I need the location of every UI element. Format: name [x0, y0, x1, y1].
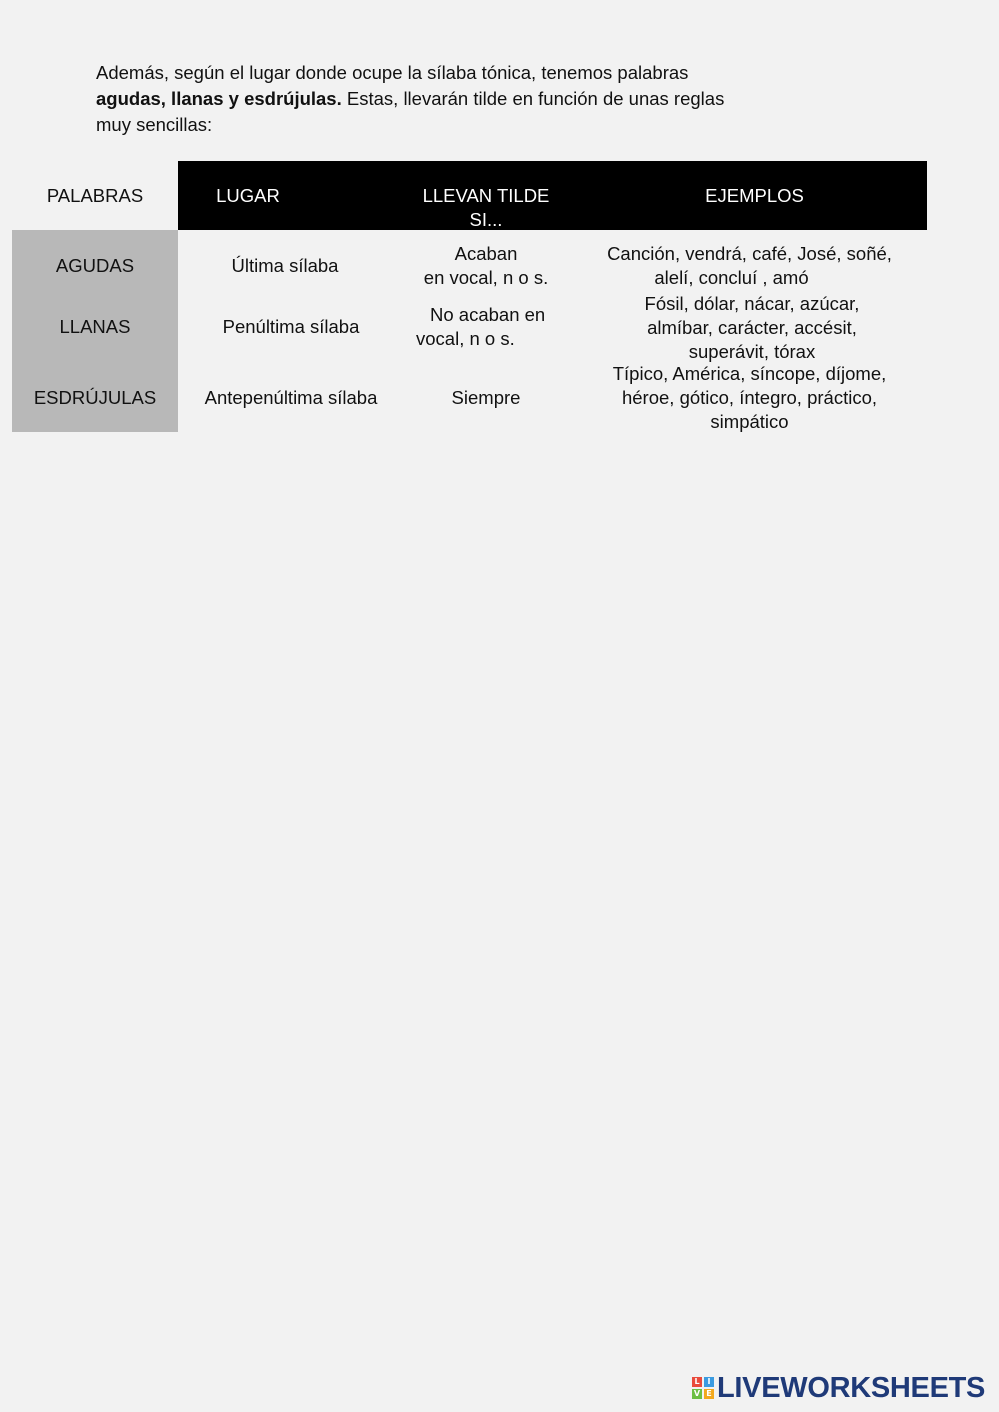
row-agudas-tilde-line2: en vocal, n o s. [423, 267, 549, 288]
row-llanas-tilde [416, 303, 566, 351]
row-esdrujulas-ejemplos-line1: Típico, América, síncope, díjome, [612, 363, 887, 384]
intro-line-3: muy sencillas: [96, 114, 213, 135]
row-esdrujulas-tilde: Siempre [451, 387, 521, 408]
row-agudas-tilde [406, 242, 566, 290]
row-agudas-ejemplos-line2: alelí, concluí , amó [654, 267, 809, 288]
intro-line-1: Además, según el lugar donde ocupe la sílaba tónica, tenemos palabras [96, 62, 689, 83]
row-esdrujulas-ejemplos [586, 362, 913, 434]
logo-grid-i: I [704, 1377, 714, 1387]
accent-rules-table [12, 161, 927, 432]
intro-line-2 [96, 86, 816, 112]
row-llanas-ejemplos-line3: superávit, tórax [688, 341, 816, 362]
header-llevan-tilde-line2: SI... [469, 209, 503, 230]
row-agudas-ejemplos [586, 242, 913, 290]
logo-grid-e: E [704, 1389, 714, 1399]
header-llevan-tilde [406, 184, 566, 232]
row-agudas-palabra: AGUDAS [55, 255, 135, 276]
intro-line-2-rest: Estas, llevarán tilde en función de unas reglas [341, 88, 725, 109]
row-esdrujulas-lugar: Antepenúltima sílaba [204, 387, 378, 408]
row-llanas-palabra: LLANAS [59, 316, 131, 337]
row-llanas-ejemplos [586, 292, 918, 364]
row-llanas-tilde-line2: vocal, n o s. [416, 328, 515, 349]
liveworksheets-logo [692, 1372, 985, 1404]
row-agudas-lugar: Última sílaba [231, 255, 339, 276]
row-esdrujulas-ejemplos-line3: simpático [710, 411, 789, 432]
header-palabras: PALABRAS [46, 185, 144, 206]
header-ejemplos: EJEMPLOS [705, 185, 804, 206]
row-agudas-ejemplos-line1: Canción, vendrá, café, José, soñé, [607, 243, 892, 264]
header-lugar: LUGAR [216, 185, 280, 206]
intro-paragraph [96, 60, 816, 138]
row-llanas-ejemplos-line2: almíbar, carácter, accésit, [647, 317, 857, 338]
row-llanas-lugar: Penúltima sílaba [222, 316, 360, 337]
row-agudas-tilde-line1: Acaban [454, 243, 518, 264]
row-esdrujulas-palabra: ESDRÚJULAS [33, 387, 157, 408]
row-esdrujulas-ejemplos-line2: héroe, gótico, íntegro, práctico, [621, 387, 878, 408]
row-llanas-tilde-line1: No acaban en [430, 304, 546, 325]
logo-grid-icon [692, 1377, 714, 1399]
logo-text: LIVEWORKSHEETS [717, 1371, 986, 1404]
header-llevan-tilde-line1: LLEVAN TILDE [422, 185, 550, 206]
logo-grid-l: L [692, 1377, 702, 1387]
intro-bold-text: agudas, llanas y esdrújulas. [96, 88, 342, 109]
logo-grid-v: V [693, 1389, 701, 1398]
row-llanas-ejemplos-line1: Fósil, dólar, nácar, azúcar, [644, 293, 860, 314]
